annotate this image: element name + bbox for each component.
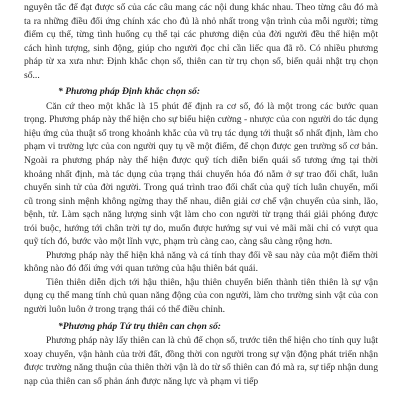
body-paragraph-hau-thien: Phương pháp này thể hiện khả năng và cá tính thay đổi về sau này của một điểm thời không nào đó đối ứng với quan tưởng của hậu thiên bát quái. bbox=[24, 249, 378, 275]
body-paragraph-dinh-khac: Căn cứ theo một khắc là 15 phút để định ra cơ số, đó là một trong các bước quan trọng. Phương pháp này thể hiện cho sự biểu hiện cường - nhược của con người do tác dụng hiệu ứng của thuật số trong khoảnh khắc của vũ trụ tác dụng tới thuật số nhất định, làm cho phạm vi trường lực của con người quy tụ về một điểm, để chọn được gen trường số cơ bản. Ngoài ra phương pháp này thể hiện được quỹ tích diễn biến quái số tương ứng tại thời khoảng nhất định, mà tác dụng của trạng thái chuyển hóa đó nằm ở sự trao đổi chất, luân chuyển sinh tử của đời người. Trong quá trình trao đổi chất của quỹ tích luân chuyển, mối cũ trong sinh mệnh không ngừng thay thế nhau, diễn giải cơ chế vận chuyển của sinh, lão, bệnh, tử. Làm sạch năng lượng sinh vật làm cho con người từ trạng thái giải phóng được trói buộc, hướng tới chân trời tự do, muốn được hướng sự vui vẻ mãi mãi chỉ có vượt qua quỹ tích đó, bước vào một lĩnh vực, phạm trù càng cao, càng sâu càng rộng hơn. bbox=[24, 100, 378, 248]
section-heading-tu-tru: *Phương pháp Tứ trụ thiên can chọn số: bbox=[58, 320, 221, 332]
section-heading-dinh-khac: * Phương pháp Định khắc chọn số: bbox=[58, 86, 201, 98]
body-paragraph-tu-tru: Phương pháp này lấy thiên can là chủ để chọn số, trước tiên thể hiện cho tính quy luật xoay chuyển, vận hành của trời đất, đồng thời con người trong sự vận động phát triển nhận được trường năng thuận của thiên thời vận là do từ số thiên can đó mà ra, sự tiếp nhận dung nạp của thiên can số phản ánh được năng lực và phạm vi tiếp bbox=[24, 335, 378, 387]
intro-paragraph: nguyên tắc để đạt được số của các câu mang các nội dung khác nhau. Theo từng câu đó mà ta ra những điều đối ứng chính xác cho đủ là nhỏ nhất trong vận trình của mỗi người; từng điểm cụ thể, từng tình huống cụ thể tại các phương diện của đời người đều thể hiện một cách hình tượng, sinh động, giúp cho người đọc chỉ cần liếc qua đã rõ. Có nhiều phương pháp từ xa xưa như: Định khắc chọn số, thiên can từ trụ chọn số, biến quải nhật trụ chọn số... bbox=[24, 2, 378, 81]
body-paragraph-tien-thien: Tiên thiên diễn dịch tới hậu thiên, hậu thiên chuyển biến thành tiên thiên là sự vận dụng cụ thể mang tính chủ quan năng động của con người, làm cho trường sinh vật của con người luôn luôn ở trong trạng thái có thể điều chỉnh. bbox=[24, 276, 378, 316]
